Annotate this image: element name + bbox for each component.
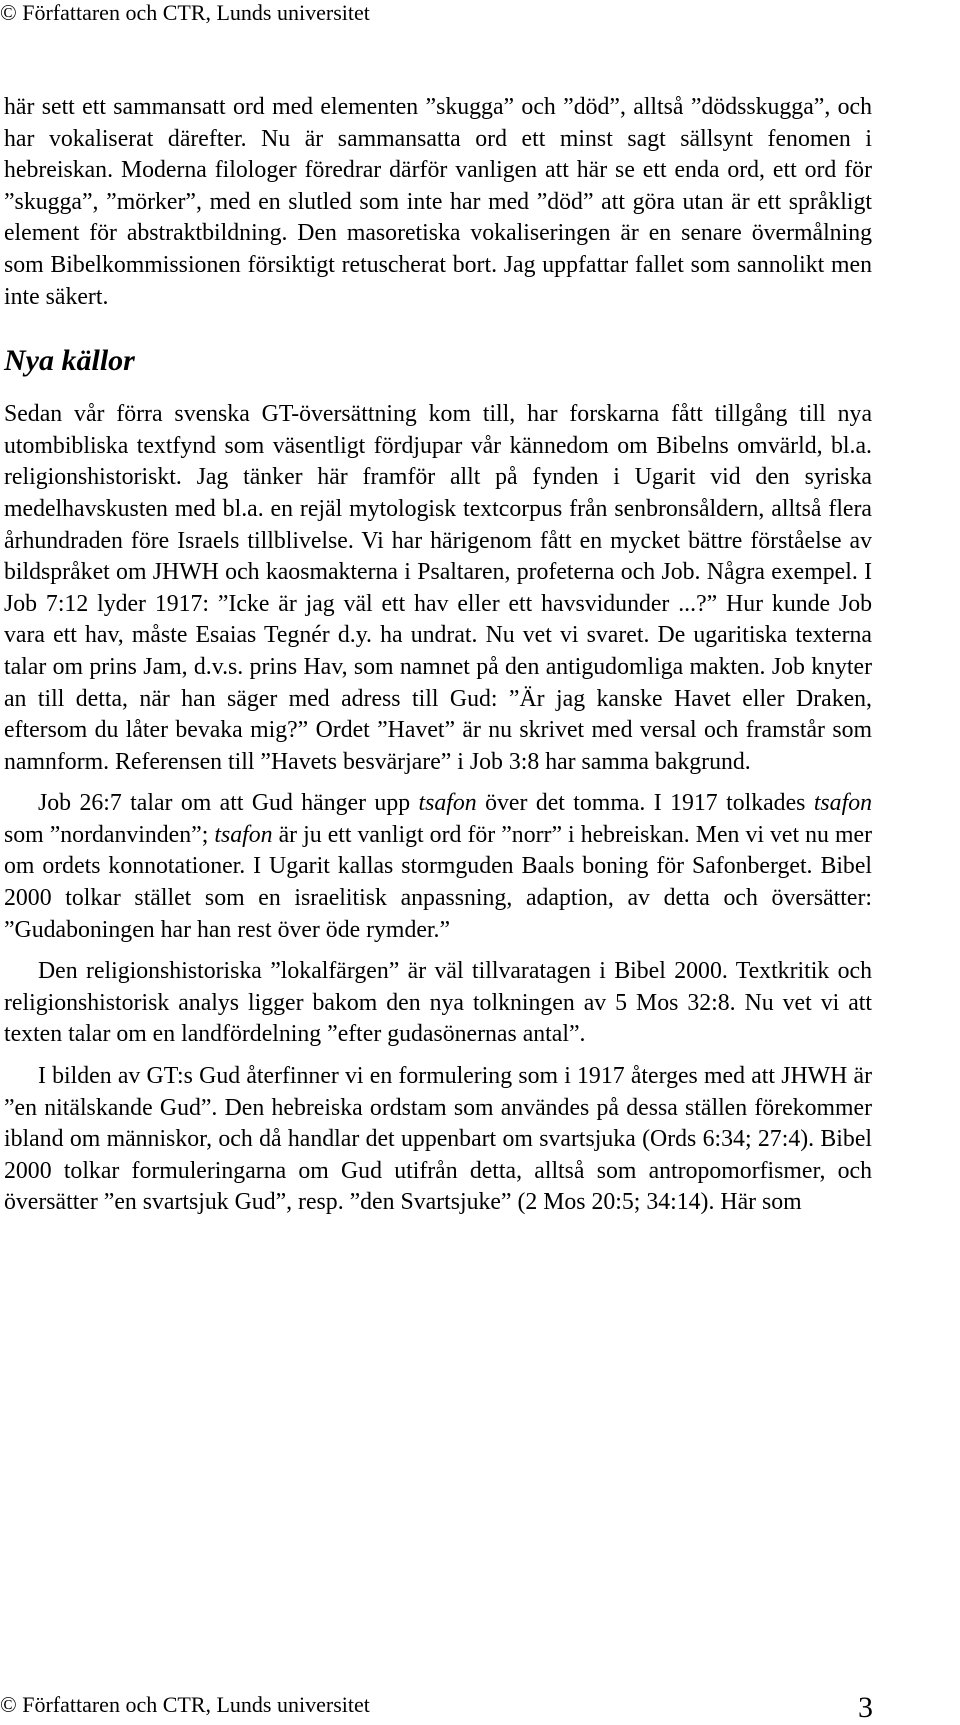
paragraph-3-text-d: är ju ett vanligt ord för ”norr” i hebreiskan. Men vi vet nu mer om ordets konnotationer. I Ugarit kallas stormguden Baals boning för Safonberget. Bibel 2000 tolkar stället som en israelitisk anpassning, adaption, av detta och översätter: ”Gudaboningen har han rest över öde rymder.”	[4, 821, 872, 943]
paragraph-2: Sedan vår förra svenska GT-översättning kom till, har forskarna fått tillgång till nya utombibliska textfynd som väsentligt fördjupar vår kännedom om Bibelns omvärld, bl.a. religionshistoriskt. Jag tänker här framför allt på fynden i Ugarit vid den syriska medelhavskusten med bl.a. en rejäl mytologisk textcorpus från senbronsåldern, alltså flera århundraden före Israels tillblivelse. Vi har härigenom fått en mycket bättre förståelse av bildspråket om JHWH och kaosmakterna i Psaltaren, profeterna och Job. Några exempel. I Job 7:12 lyder 1917: ”Icke är jag väl ett hav eller ett havsvidunder ...?” Hur kunde Job vara ett hav, måste Esaias Tegnér d.y. ha undrat. Nu vet vi svaret. De ugaritiska texterna talar om prins Jam, d.v.s. prins Hav, som namnet på den antigudomliga makten. Job knyter an till detta, när han säger med adress till Gud: ”Är jag kanske Havet eller Draken, eftersom du låter bevaka mig?” Ordet ”Havet” är nu skrivet med versal och framstår som namnform. Referensen till ”Havets besvärjare” i Job 3:8 har samma bakgrund.	[4, 401, 872, 775]
paragraph-3	[4, 788, 872, 946]
paragraph-3-text-c: som ”nordanvinden”;	[4, 821, 215, 848]
paragraph-3-text-a: Job 26:7 talar om att Gud hänger upp	[38, 790, 419, 817]
document-body	[4, 92, 872, 1219]
paragraph-4: Den religionshistoriska ”lokalfärgen” är väl tillvaratagen i Bibel 2000. Textkritik och religionshistorisk analys ligger bakom den nya tolkningen av 5 Mos 32:8. Nu vet vi att texten talar om en landfördelning ”efter gudasönernas antal”.	[4, 958, 872, 1048]
section-heading-nya-kallor: Nya källor	[4, 344, 135, 378]
paragraph-3-text-b: över det tomma. I 1917 tolkades	[476, 790, 814, 817]
page-footer	[0, 1692, 960, 1722]
page-number: 3	[858, 1691, 873, 1724]
term-tsafon-1: tsafon	[418, 790, 477, 817]
page-header: © Författaren och CTR, Lunds universitet	[0, 0, 370, 25]
footer-copyright: © Författaren och CTR, Lunds universitet	[0, 1692, 370, 1717]
paragraph-1: här sett ett sammansatt ord med elementen ”skugga” och ”död”, alltså ”dödsskugga”, och har vokaliserat därefter. Nu är sammansatta ord ett minst sagt sällsynt fenomen i hebreiskan. Moderna filologer föredrar därför vanligen att här se ett enda ord, ett ord för ”skugga”, ”mörker”, med en slutled som inte har med ”död” att göra utan är ett språkligt element för abstraktbildning. Den masoretiska vokaliseringen är en senare övermålning som Bibelkommissionen försiktigt retuscherat bort. Jag uppfattar fallet som sannolikt men inte säkert.	[4, 94, 872, 310]
paragraph-5: I bilden av GT:s Gud återfinner vi en formulering som i 1917 återges med att JHWH är ”en nitälskande Gud”. Den hebreiska ordstam som användes på dessa ställen förekommer ibland om människor, och då handlar det uppenbart om svartsjuka (Ords 6:34; 27:4). Bibel 2000 tolkar formuleringarna om Gud utifrån detta, alltså som antropomorfismer, och översätter ”en svartsjuk Gud”, resp. ”den Svartsjuke” (2 Mos 20:5; 34:14). Här som	[4, 1063, 872, 1216]
term-tsafon-3: tsafon	[214, 821, 273, 848]
term-tsafon-2: tsafon	[813, 790, 872, 817]
